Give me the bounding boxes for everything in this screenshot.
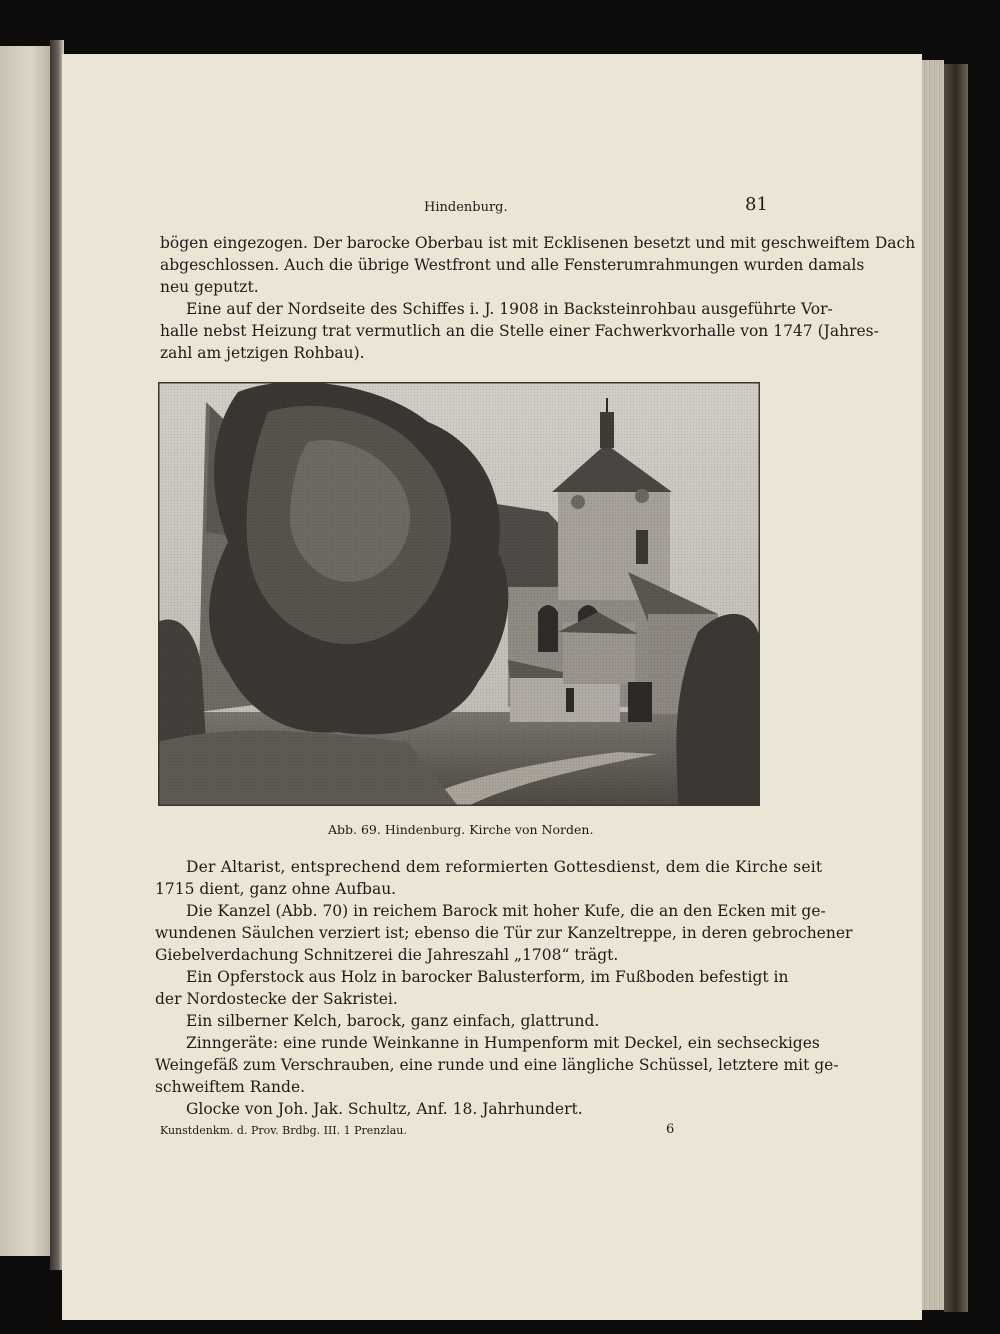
church-photograph [158, 382, 760, 806]
text-line: Giebelverdachung Schnitzerei die Jahreszahl „1708“ trägt. [155, 946, 619, 964]
text-line: wundenen Säulchen verziert ist; ebenso die Tür zur Kanzeltreppe, in deren gebrochener [155, 924, 853, 942]
text-line: neu geputzt. [160, 278, 259, 296]
text-line: Weingefäß zum Verschrauben, eine runde und eine längliche Schüssel, letztere mit ge- [155, 1056, 839, 1074]
page-number: 81 [745, 194, 768, 215]
text-line: halle nebst Heizung trat vermutlich an die Stelle einer Fachwerkvorhalle von 1747 (Jahres- [160, 322, 879, 340]
text-line: zahl am jetzigen Rohbau). [160, 344, 365, 362]
text-line: Der Altarist, entsprechend dem reformierten Gottesdienst, dem die Kirche seit [186, 858, 823, 876]
text-line: Eine auf der Nordseite des Schiffes i. J. 1908 in Backsteinrohbau ausgeführte Vor- [186, 300, 833, 318]
footer-series: Kunstdenkm. d. Prov. Brdbg. III. 1 Prenzlau. [160, 1124, 407, 1137]
running-title: Hindenburg. [424, 200, 508, 215]
facing-page-edge [0, 46, 50, 1256]
text-line: der Nordostecke der Sakristei. [155, 990, 398, 1008]
book-cover-edge [944, 64, 968, 1312]
text-line: Ein silberner Kelch, barock, ganz einfach, glattrund. [186, 1012, 600, 1030]
text-line: bögen eingezogen. Der barocke Oberbau ist mit Ecklisenen besetzt und mit geschweiftem Dach [160, 234, 916, 252]
signature-mark: 6 [666, 1122, 675, 1137]
text-line: abgeschlossen. Auch die übrige Westfront und alle Fensterumrahmungen wurden damals [160, 256, 865, 274]
text-line: Zinngeräte: eine runde Weinkanne in Humpenform mit Deckel, ein sechseckiges [186, 1034, 820, 1052]
figure-caption: Abb. 69. Hindenburg. Kirche von Norden. [328, 822, 594, 837]
text-line: Ein Opferstock aus Holz in barocker Balusterform, im Fußboden befestigt in [186, 968, 789, 986]
text-line: Die Kanzel (Abb. 70) in reichem Barock mit hoher Kufe, die an den Ecken mit ge- [186, 902, 826, 920]
text-line: Glocke von Joh. Jak. Schultz, Anf. 18. Jahrhundert. [186, 1100, 583, 1118]
page-edges [920, 60, 944, 1310]
text-line: 1715 dient, ganz ohne Aufbau. [155, 880, 397, 898]
text-line: schweiftem Rande. [155, 1078, 306, 1096]
